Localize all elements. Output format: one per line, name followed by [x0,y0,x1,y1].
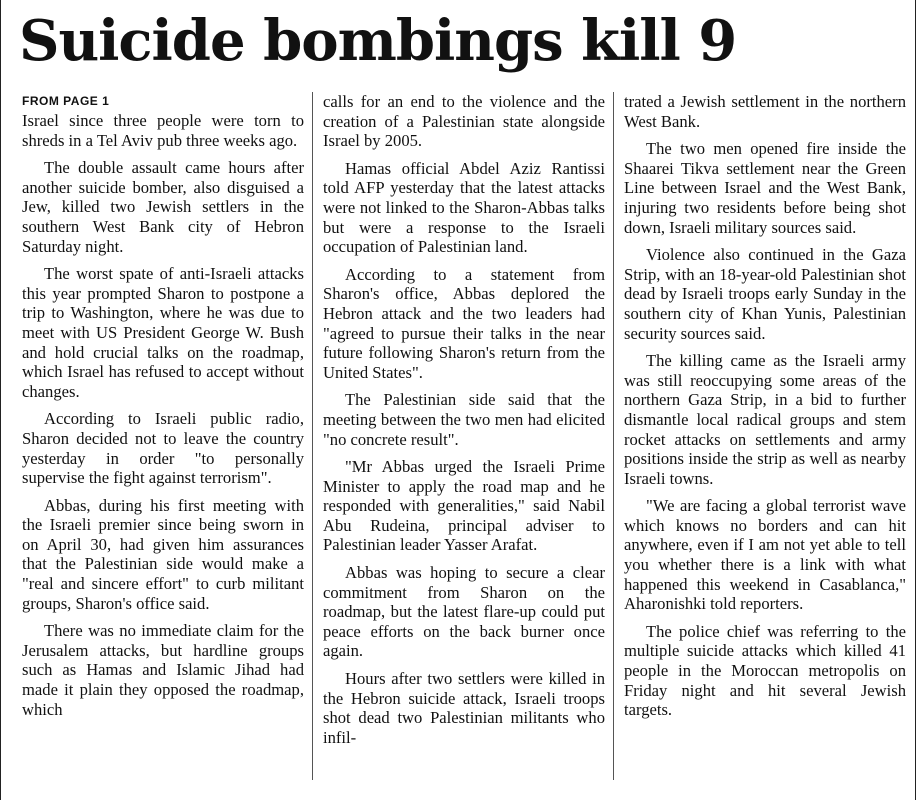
article-column-2 [323,92,605,792]
article-paragraph: There was no immediate claim for the Jerusalem attacks, but hardline groups such as Hamas and Islamic Jihad had made it plain they opposed the roadmap, which [22,621,304,719]
article-paragraph: Abbas was hoping to secure a clear commitment from Sharon on the roadmap, but the latest flare-up could put peace efforts on the back burner once again. [323,563,605,661]
article-paragraph: Hours after two settlers were killed in the Hebron suicide attack, Israeli troops shot dead two Palestinian militants who infil- [323,669,605,747]
article-paragraph: The Palestinian side said that the meeting between the two men had elicited "no concrete result". [323,390,605,449]
article-paragraph: The two men opened fire inside the Shaarei Tikva settlement near the Green Line between Israel and the West Bank, injuring two residents before being shot down, Israeli military sources said. [624,139,906,237]
article-paragraph: The double assault came hours after another suicide bomber, also disguised a Jew, killed two Jewish settlers in the southern West Bank city of Hebron Saturday night. [22,158,304,256]
article-paragraph: According to a statement from Sharon's office, Abbas deplored the Hebron attack and the two leaders had "agreed to pursue their talks in the near future following Sharon's return from the United States". [323,264,605,382]
column-divider-1 [312,92,313,780]
article-paragraph: Violence also continued in the Gaza Strip, with an 18-year-old Palestinian shot dead by Israeli troops early Sunday in the southern city of Khan Yunis, Palestinian security sources said. [624,245,906,343]
article-paragraph: According to Israeli public radio, Sharon decided not to leave the country yesterday in order "to personally supervise the fight against terrorism". [22,409,304,488]
column-divider-2 [613,92,614,780]
article-paragraph: "Mr Abbas urged the Israeli Prime Minister to apply the road map and he responded with generalities," said Nabil Abu Rudeina, principal adviser to Palestinian leader Yasser Arafat. [323,457,605,555]
article-paragraph: Hamas official Abdel Aziz Rantissi told AFP yesterday that the latest attacks were not linked to the Sharon-Abbas talks but were a response to the Israeli occupation of Palestinian land. [323,158,605,257]
article-column-1 [22,92,304,792]
headline: Suicide bombings kill 9 [19,8,737,74]
continuation-kicker: FROM PAGE 1 [22,94,110,108]
article-paragraph: "We are facing a global terrorist wave which knows no borders and can hit anywhere, even if I am not yet able to tell you whether there is a link with what happened this weekend in Casablanca," Aharonishki told reporters. [624,496,906,614]
article-paragraph: trated a Jewish settlement in the northern West Bank. [624,92,906,131]
article-column-3 [624,92,906,792]
article-paragraph: calls for an end to the violence and the creation of a Palestinian state alongside Israel by 2005. [323,92,605,151]
article-paragraph: Abbas, during his first meeting with the Israeli premier since being sworn in on April 30, had given him assurances that the Palestinian side would make a "real and sincere effort" to curb militant groups, Sharon's office said. [22,495,304,613]
article-paragraph: The killing came as the Israeli army was still reoccupying some areas of the northern Gaza Strip, in a bid to further dismantle local radical groups and stem rocket attacks on settlements and army positions inside the strip as well as nearby Israeli towns. [624,351,906,488]
article-paragraph: The worst spate of anti-Israeli attacks this year prompted Sharon to postpone a trip to Washington, where he was due to meet with US President George W. Bush and hold crucial talks on the roadmap, which Israel has refused to accept without changes. [22,264,304,401]
article-paragraph: Israel since three people were torn to shreds in a Tel Aviv pub three weeks ago. [22,111,304,150]
article-paragraph: The police chief was referring to the multiple suicide attacks which killed 41 people in the Moroccan metropolis on Friday night and hit several Jewish targets. [624,621,906,720]
